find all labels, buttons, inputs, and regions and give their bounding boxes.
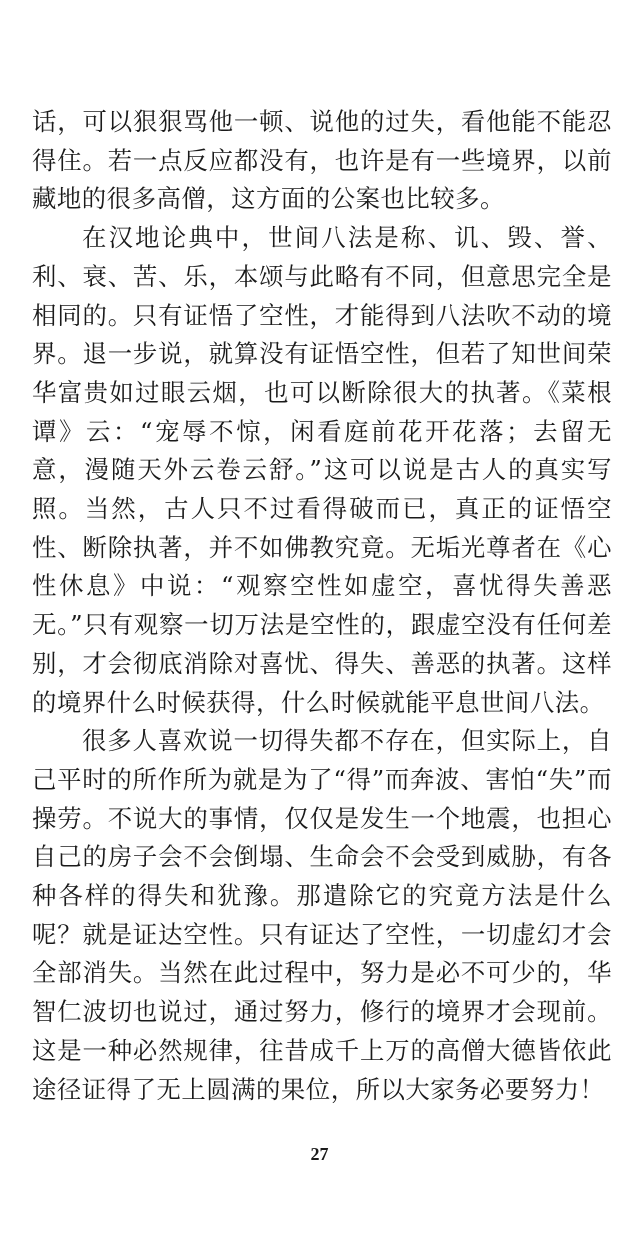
paragraph-3: 很多人喜欢说一切得失都不存在，但实际上，自己平时的所作所为就是为了“得”而奔波、害怕“失”而操劳。不说大的事情，仅仅是发生一个地震，也担心自己的房子会不会倒塌、生命会不会受到威胁，有各种各样的得失和犹豫。那遣除它的究竟方法是什么呢？就是证达空性。只有证达了空性，一切虚幻才会全部消失。当然在此过程中，努力是必不可少的，华智仁波切也说过，通过努力，修行的境界才会现前。这是一种必然规律，往昔成千上万的高僧大德皆依此途径证得了无上圆满的果位，所以大家务必要努力！ xyxy=(32,726,612,1104)
paragraph-1: 话，可以狠狠骂他一顿、说他的过失，看他能不能忍得住。若一点反应都没有，也许是有一些境界，以前藏地的很多高僧，这方面的公案也比较多。 xyxy=(32,107,612,214)
body-text xyxy=(32,103,612,1109)
page-number: 27 xyxy=(310,1144,329,1164)
paragraph-2: 在汉地论典中，世间八法是称、讥、毁、誉、利、衰、苦、乐，本颂与此略有不同，但意思完全是相同的。只有证悟了空性，才能得到八法吹不动的境界。退一步说，就算没有证悟空性，但若了知世间荣华富贵如过眼云烟，也可以断除很大的执著。《菜根谭》云：“宠辱不惊，闲看庭前花开花落；去留无意，漫随天外云卷云舒。”这可以说是古人的真实写照。当然，古人只不过看得破而已，真正的证悟空性、断除执著，并不如佛教究竟。无垢光尊者在《心性休息》中说：“观察空性如虚空，喜忧得失善恶无。”只有观察一切万法是空性的，跟虚空没有任何差别，才会彻底消除对喜忧、得失、善恶的执著。这样的境界什么时候获得，什么时候就能平息世间八法。 xyxy=(32,223,612,717)
